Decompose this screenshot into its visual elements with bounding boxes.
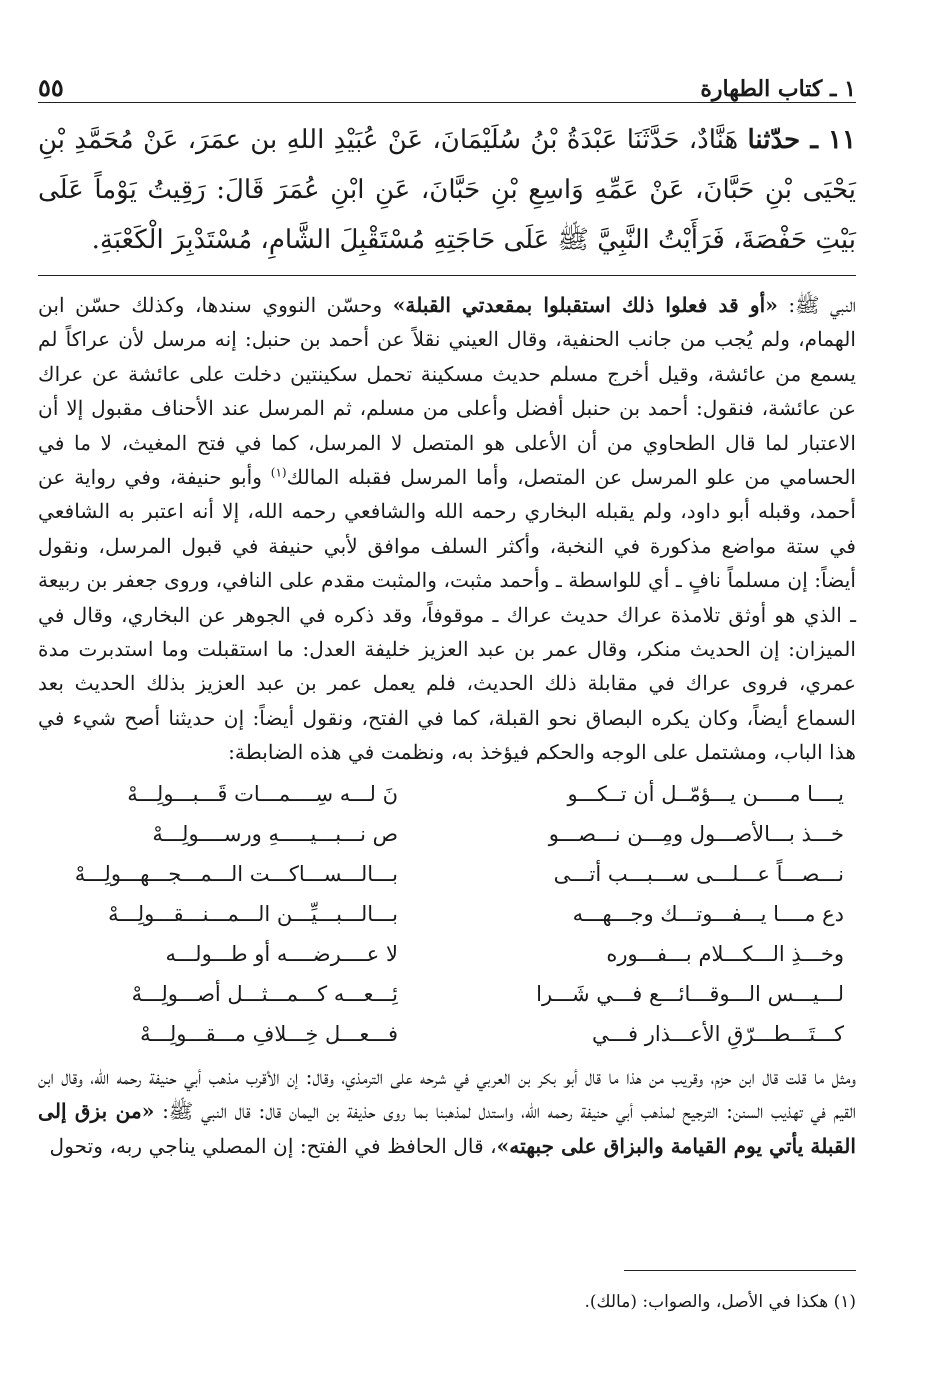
- verse-second-hemistich: بـــالـــســـاكـــت الـــمـــجـــهـــولِـــهْ: [74, 861, 398, 886]
- verse-first-hemistich: نـــصـــاً عـــلـــى ســـبـــب أتـــى: [553, 861, 844, 886]
- poem-verse: [38, 1014, 856, 1054]
- verse-second-hemistich: بـــالـــبـــيِّـــن الـــمـــنـــقـــولِـــهْ: [108, 901, 398, 926]
- verse-second-hemistich: لا عــــرضــــه أو طـــولـــه: [165, 941, 398, 966]
- verse-second-hemistich: ص نـــبـــيـــــهِ ورســــولِـــهْ: [152, 821, 398, 846]
- verse-first-hemistich: كـــتَـــطـــرّقِ الأعـــذار فـــي: [592, 1021, 844, 1046]
- p1-text-a: وحسّن النووي سندها، وكذلك حسّن ابن الهمام، ولم يُجب من جانب الحنفية، وقال العيني نقلاً عن أحمد بن حنبل: إنه مرسل لأن عراكاً لم يسمع من عائشة، وقيل أخرج مسلم حديث مسكينة تحمل سكينتين دخلت على عائشة عن عراك عن عائشة، فنقول: أحمد بن حنبل أفضل وأعلى من مسلم، ثم المرسل عند الأحناف مقبول إلا أن الاعتبار لما قال الطحاوي من أن الأعلى هو المتصل لا المرسل، كما في فتح المغيث، لا ما في الحسامي من علو المرسل عن المتصل، وأما المرسل فقبله المالك: [38, 293, 857, 490]
- footnote-rule: [624, 1270, 856, 1271]
- verse-second-hemistich: نَ لـــه سِــــمـــات قَـــبـــولِـــهْ: [127, 781, 398, 806]
- p2-text-a: ومثل ما قلت قال ابن حزم، وقريب من هذا ما قال أبو بكر بن العربي في شرحه على الترمذي، وقال: إن الأقرب مذهب أبي حنيفة رحمه الله، وقال ابن القيم في تهذيب السنن: الترجيح لمذهب أبي حنيفة رحمه الله، واستدل لمذهبنا بما روى حذيفة بن اليمان قال: قال النبي ﷺ:: [38, 1064, 856, 1124]
- poem-verse: [38, 934, 856, 974]
- running-head: [38, 62, 856, 102]
- footnote-reference: (١): [270, 465, 287, 480]
- hadith-rule: [38, 275, 856, 276]
- p2-quote: «من بزق إلى القبلة يأتي يوم القيامة والبزاق على جبهته»: [38, 1099, 856, 1158]
- p1-quote: «أو قد فعلوا ذلك استقبلوا بمقعدتي القبلة»: [392, 293, 778, 317]
- verse-first-hemistich: وخـــذِ الـــكـــلام بـــفـــوره: [606, 941, 844, 966]
- poem-verse: [38, 854, 856, 894]
- poem: [38, 774, 856, 1054]
- p1-intro: النبي ﷺ:: [777, 293, 856, 317]
- p2-text-b: ، قال الحافظ في الفتح: إن المصلي يناجي ربه، وتحول: [49, 1133, 497, 1158]
- commentary: [38, 288, 856, 1163]
- commentary-paragraph-2: [38, 1060, 856, 1163]
- poem-verse: [38, 814, 856, 854]
- page: [38, 62, 856, 1163]
- verse-first-hemistich: لـــيـــس الـــوقـــائـــع فـــي شَـــرا: [536, 981, 844, 1006]
- footnote: (١) هكذا في الأصل، والصواب: (مالك).: [584, 1292, 856, 1312]
- poem-verse: [38, 974, 856, 1014]
- verse-first-hemistich: دع مــــا يـــفـــوتـــك وجـــهـــه: [572, 901, 844, 926]
- poem-verse: [38, 774, 856, 814]
- header-rule: [38, 102, 856, 103]
- verse-second-hemistich: فـــعـــل خِـــلافِ مـــقـــولِـــهْ: [140, 1021, 398, 1046]
- p1-text-b: وأبو حنيفة، وفي رواية عن أحمد، وقبله أبو داود، ولم يقبله البخاري رحمه الله والشافعي رحمه الله، إلا أنه اعتبر به الشافعي في ستة مواضع مذكورة في النخبة، وأكثر السلف موافق لأبي حنيفة في قبول المرسل، ونقول أيضاً: إن مسلماً نافٍ ـ أي للواسطة ـ وأحمد مثبت، والمثبت مقدم على النافي، وروى جعفر بن ربيعة ـ الذي هو أوثق تلامذة عراك حديث عراك ـ موقوفاً، وقد ذكره في الجوهر عن البخاري، وقال في الميزان: إن الحديث منكر، وقال عمر بن عبد العزيز خليفة العدل: ما استقبلت وما استدبرت مدة عمري، فروى عراك في مقابلة ذلك الحديث، فلم يعمل عمر بن عبد العزيز بذلك الحديث بعد السماع أيضاً، وكان يكره البصاق نحو القبلة، كما في الفتح، ونقول أيضاً: إن حديثنا أصح شيء في هذا الباب، ومشتمل على الوجه والحكم فيؤخذ به، ونظمت في هذه الضابطة:: [38, 465, 856, 765]
- verse-first-hemistich: يــــا مـــــن يـــؤمّــل أن تــكـــو: [567, 781, 844, 806]
- chapter-title: ١ ـ كتاب الطهارة: [700, 76, 856, 102]
- hadith-body: هَنَّادٌ، حَدَّثَنَا عَبْدَةُ بْنُ سُلَيْمَانَ، عَنْ عُبَيْدِ اللهِ بن عمَرَ، عَنْ مُحَمَّدِ بْنِ يَحْيَى بْنِ حَبَّانَ، عَنْ عَمِّهِ وَاسِعِ بْنِ حَبَّانَ، عَنِ ابْنِ عُمَرَ قَالَ: رَقِيتُ يَوْماً عَلَى بَيْتِ حَفْصَةَ، فَرَأَيْتُ النَّبِيَّ ﷺ عَلَى حَاجَتِهِ مُسْتَقْبِلَ الشَّامِ، مُسْتَدْبِرَ الْكَعْبَةِ.: [38, 125, 856, 255]
- commentary-paragraph-1: [38, 288, 856, 770]
- hadith-text: [38, 115, 856, 265]
- verse-first-hemistich: خـــذ بـــالأصـــول ومِـــن نـــصـــو: [548, 821, 844, 846]
- verse-second-hemistich: ئِـــعـــه كـــمـــثـــل أصـــولِـــهْ: [131, 981, 398, 1006]
- page-number: ٥٥: [38, 73, 64, 102]
- poem-verse: [38, 894, 856, 934]
- hadith-lead: ١١ ـ حدّثنا: [747, 125, 856, 155]
